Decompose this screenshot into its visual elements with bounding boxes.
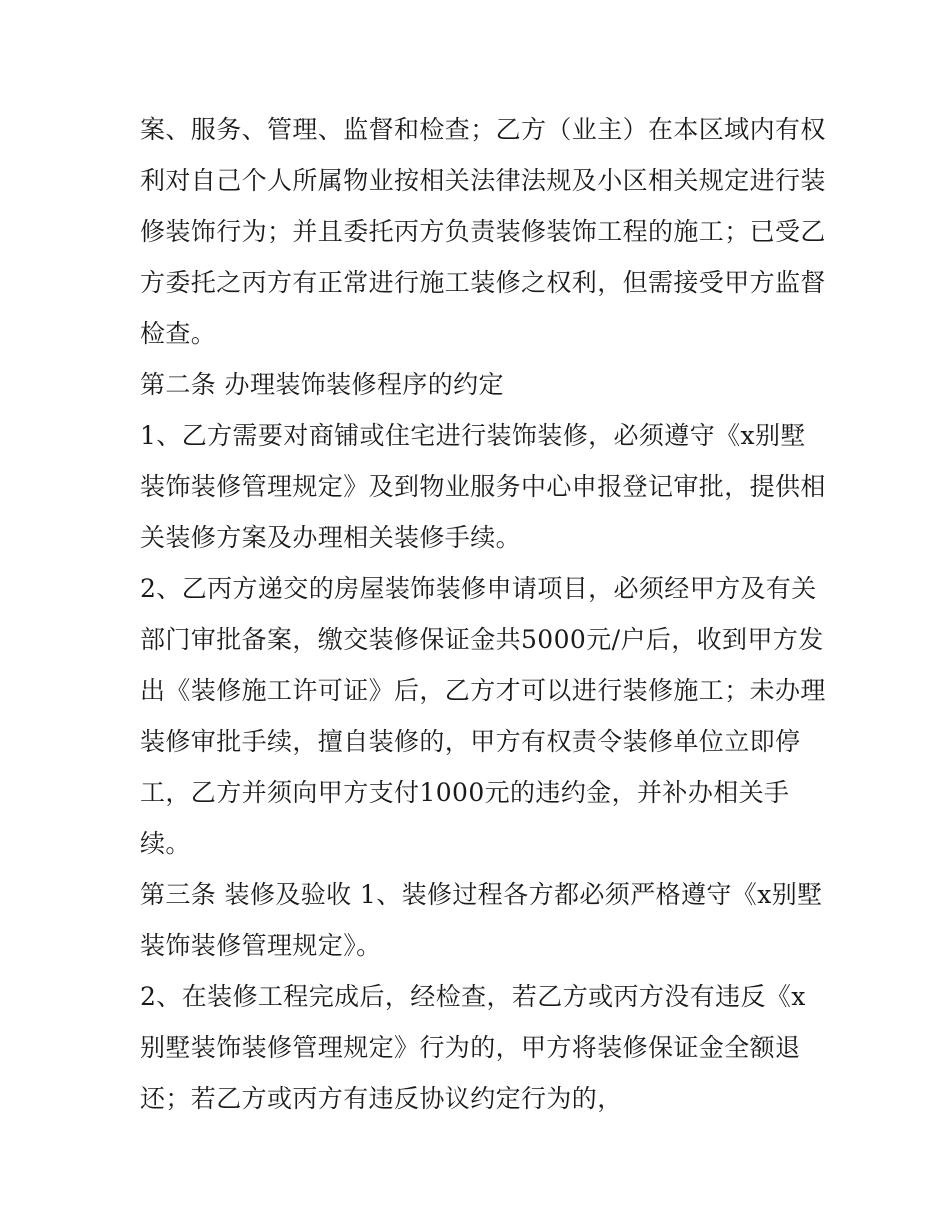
text-line: 1、乙方需要对商铺或住宅进行装饰装修，必须遵守《x别墅 <box>140 421 806 450</box>
text-line: 方委托之丙方有正常进行施工装修之权利，但需接受甲方监督 <box>140 268 826 297</box>
text-line: 部门审批备案，缴交装修保证金共5000元/户后，收到甲方发 <box>140 625 824 654</box>
text-line: 装饰装修管理规定》及到物业服务中心申报登记审批，提供相 <box>140 472 826 501</box>
text-line: 案、服务、管理、监督和检查；乙方（业主）在本区域内有权 <box>140 115 826 144</box>
text-line: 2、在装修工程完成后，经检查，若乙方或丙方没有违反《x <box>140 982 806 1011</box>
text-line: 别墅装饰装修管理规定》行为的，甲方将装修保证金全额退 <box>140 1033 801 1062</box>
text-line: 检查。 <box>140 319 217 348</box>
text-line: 关装修方案及办理相关装修手续。 <box>140 523 522 552</box>
text-line: 工，乙方并须向甲方支付1000元的违约金，并补办相关手 <box>140 778 790 807</box>
text-line: 出《装修施工许可证》后，乙方才可以进行装修施工；未办理 <box>140 676 826 705</box>
article-heading: 第二条 办理装饰装修程序的约定 <box>140 370 504 399</box>
text-line: 利对自己个人所属物业按相关法律法规及小区相关规定进行装 <box>140 166 826 195</box>
text-line: 装修审批手续，擅自装修的，甲方有权责令装修单位立即停 <box>140 727 801 756</box>
document-body <box>140 104 826 1124</box>
text-line: 装饰装修管理规定》。 <box>140 931 382 960</box>
text-line: 还；若乙方或丙方有违反协议约定行为的， <box>140 1084 623 1113</box>
text-line: 修装饰行为；并且委托丙方负责装修装饰工程的施工；已受乙 <box>140 217 826 246</box>
text-line: 2、乙丙方递交的房屋装饰装修申请项目，必须经甲方及有关 <box>140 574 817 603</box>
article-heading: 第三条 装修及验收 1、装修过程各方都必须严格遵守《x别墅 <box>140 880 823 909</box>
text-line: 续。 <box>140 829 191 858</box>
